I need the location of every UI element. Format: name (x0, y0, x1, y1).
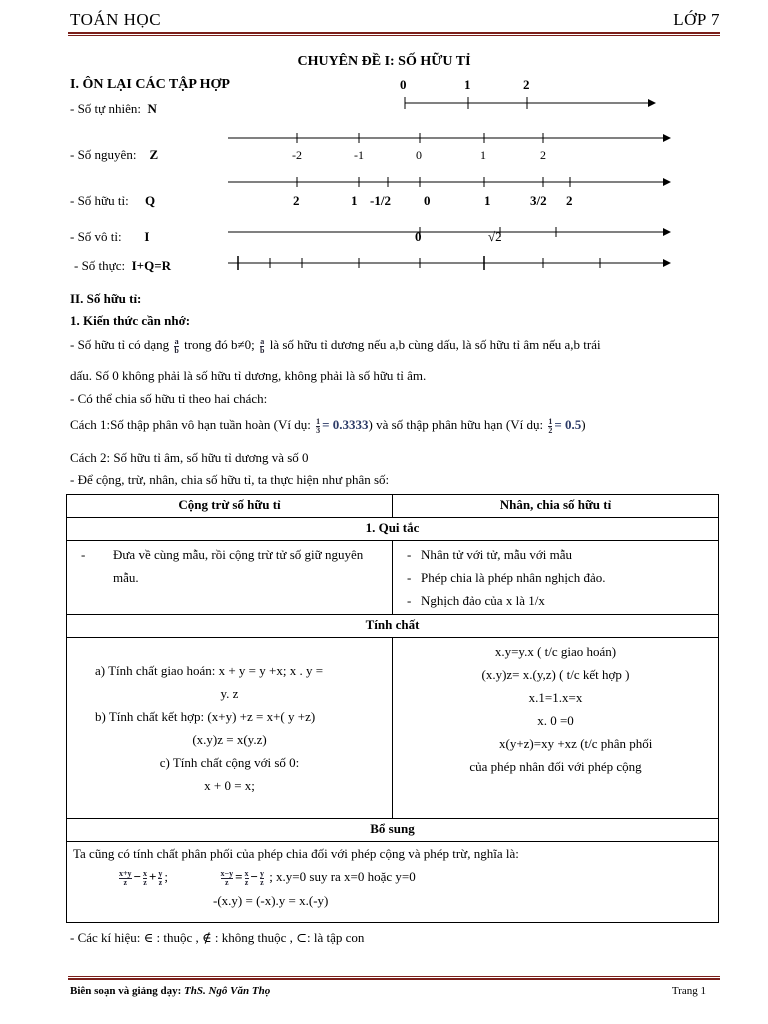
extra-line: Ta cũng có tính chất phân phối của phép chia đối với phép cộng và phép trừ, nghĩa là: (73, 846, 519, 861)
list-item: x. 0 =0 (537, 713, 574, 728)
footer-page-number: Trang 1 (671, 985, 706, 997)
list-item: - Nhân tử với tử, mẫu với mẫu (399, 543, 712, 566)
list-item: x.y=y.x ( t/c giao hoán) (494, 644, 617, 659)
section2-heading: II. Số hữu tỉ: (70, 291, 142, 306)
table-header-mul: Nhân, chia số hữu tỉ (393, 495, 719, 518)
table-section-rules: 1. Qui tắc (67, 518, 719, 541)
number-line-natural (400, 77, 655, 109)
extra-line: -(x.y) = (-x).y = x.(-y) (213, 893, 329, 908)
paragraph-definition-2: dấu. Số 0 không phải là số hữu tỉ dương, không phải là số hữu tỉ âm. (70, 368, 427, 383)
set-label-irrational: - Số vô tỉ: I (70, 229, 150, 244)
number-line-rational (228, 177, 670, 208)
page-title: CHUYÊN ĐỀ I: SỐ HỮU TỈ (297, 54, 471, 69)
number-lines (0, 0, 768, 290)
list-item: x + 0 = x; (204, 778, 255, 793)
number-line-integer (228, 133, 670, 162)
fraction-1-3: $\frac{1}{3}$ (316, 416, 321, 435)
set-label-real: - Số thực: I+Q=R (74, 258, 171, 273)
list-item: y. z (220, 686, 239, 701)
tick-label: 2 (540, 148, 546, 162)
tick-label: -1/2 (370, 193, 391, 208)
rules-table (66, 494, 719, 923)
set-label-rational: - Số hữu tỉ: Q (70, 193, 156, 208)
list-item: b) Tính chất kết hợp: (x+y) +z = x+( y +z) (95, 709, 316, 724)
fraction-1-2: $\frac{1}{2}$ (548, 416, 553, 435)
paragraph-method-1: Cách 1:Số thập phân vô hạn tuần hoàn (Ví dụ: $\frac{1}{3}$ = 0.3333) và số thập phân hữu hạn (Ví dụ: $\frac{1}{2}$ = 0.5) (70, 416, 586, 435)
tick-label: 0 (400, 77, 407, 92)
rules-add-cell (67, 541, 393, 615)
fraction-a-over-b: $\frac{a}{b}$ (260, 336, 265, 355)
list-item: a) Tính chất giao hoán: x + y = y +x; x . y = (95, 663, 324, 678)
header-grade: LỚP 7 (673, 10, 720, 29)
set-label-integer: - Số nguyên: Z (70, 147, 159, 162)
tick-label: 2 (523, 77, 530, 92)
list-item: c) Tính chất cộng với số 0: (159, 755, 300, 770)
number-line-irrational (228, 227, 670, 244)
section2-subheading: 1. Kiến thức cần nhớ: (70, 313, 191, 328)
list-item: (x.y)z = x(y.z) (192, 732, 267, 747)
extra-cell (67, 842, 719, 923)
footer-rule-thin (68, 976, 720, 977)
tick-label: 3/2 (530, 193, 547, 208)
list-item: - Phép chia là phép nhân nghịch đảo. (399, 566, 712, 589)
list-item: - Nghịch đảo của x là 1/x (399, 589, 712, 612)
tick-label: -1 (354, 148, 364, 162)
table-section-extra: Bổ sung (67, 819, 719, 842)
tick-label: -2 (292, 148, 302, 162)
list-item: x(y+z)=xy +xz (t/c phân phối (499, 736, 653, 751)
tick-label: 2 (293, 193, 300, 208)
paragraph-method-2: Cách 2: Số hữu tỉ âm, số hữu tỉ dương và số 0 (70, 450, 309, 465)
tick-label: 1 (480, 148, 486, 162)
paragraph-definition-1: - Số hữu tỉ có dạng $\frac{a}{b}$ trong đó b≠0; $\frac{a}{b}$ là số hữu tỉ dương nếu a,b cùng dấu, là số hữu tỉ âm nếu a,b trái (70, 336, 601, 355)
tick-label: 0 (416, 148, 422, 162)
section1-heading: I. ÔN LẠI CÁC TẬP HỢP (70, 77, 230, 92)
list-item: của phép nhân đối với phép cộng (469, 759, 642, 774)
properties-mul-cell (393, 638, 719, 819)
tick-label: 1 (464, 77, 471, 92)
table-header-add: Cộng trừ số hữu tỉ (67, 495, 393, 518)
table-section-properties: Tính chất (67, 615, 719, 638)
tick-label: 1 (484, 193, 491, 208)
set-label-natural: - Số tự nhiên: N (70, 101, 157, 116)
tick-label: 0 (424, 193, 431, 208)
number-line-real (228, 256, 670, 270)
symbols-line: - Các kí hiệu: ∈ : thuộc , ∉ : không thuộc , ⊂: là tập con (70, 930, 365, 945)
tick-label: 2 (566, 193, 573, 208)
rules-mul-cell (393, 541, 719, 615)
tick-label: √2 (488, 229, 502, 244)
list-item: x.1=1.x=x (528, 690, 583, 705)
tick-label: 1 (351, 193, 358, 208)
paragraph-operations: - Để cộng, trừ, nhân, chia số hữu tỉ, ta thực hiện như phân số: (70, 472, 390, 487)
footer-author: Biên soạn và giảng dạy: ThS. Ngô Văn Thọ (70, 985, 271, 997)
fraction-a-over-b: $\frac{a}{b}$ (174, 336, 179, 355)
properties-add-cell (67, 638, 393, 819)
tick-label: 0 (415, 229, 422, 244)
paragraph-classify: - Có thể chia số hữu tỉ theo hai chách: (70, 391, 268, 406)
extra-formulas: $\frac{x+y}{z}$ − $\frac{x}{z}$ + $\frac{y}{z}$ ; $\frac{x-y}{z}$ = $\frac{x}{z}$ − $\frac{y}{z}$ ; x.y=0 suy ra x=0 hoặc y=0 (119, 868, 416, 887)
header-subject: TOÁN HỌC (70, 10, 162, 29)
list-item: - Đưa về cùng mẫu, rồi cộng trừ tử số giữ nguyên mẫu. (73, 543, 386, 589)
list-item: (x.y)z= x.(y,z) ( t/c kết hợp ) (481, 667, 630, 682)
footer-rule (68, 978, 720, 980)
